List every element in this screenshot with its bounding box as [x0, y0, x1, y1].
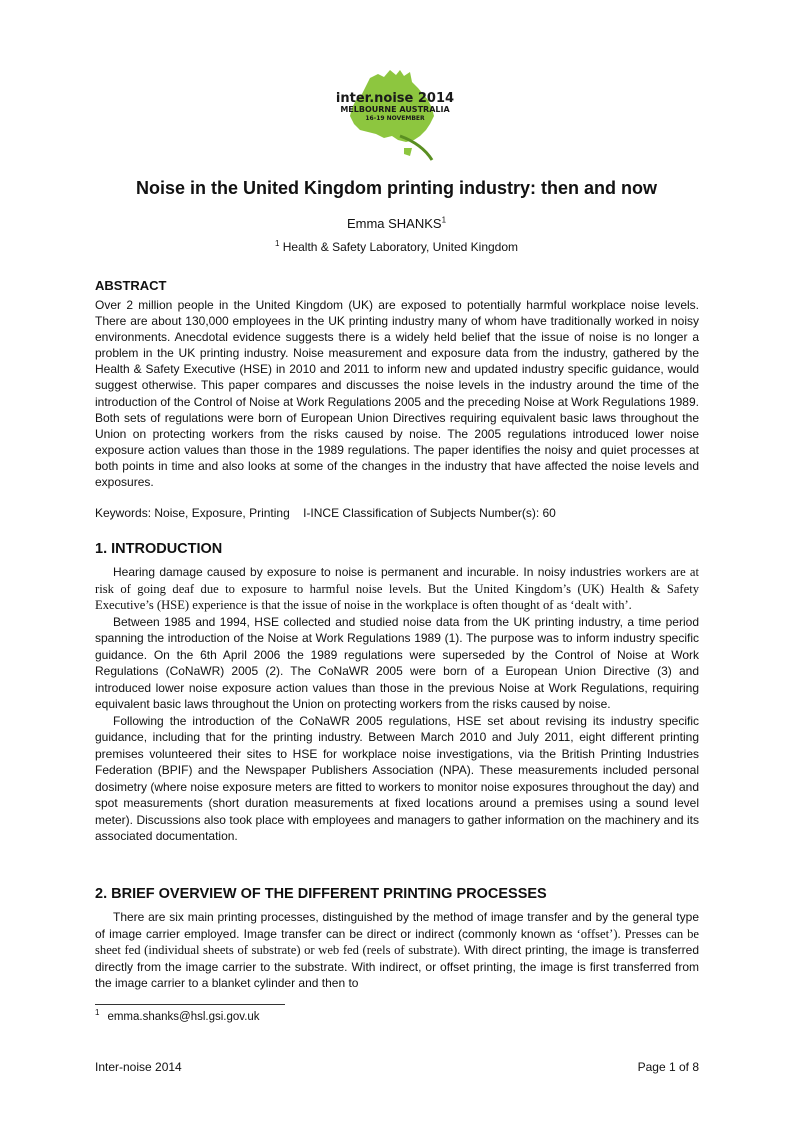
section-2-paragraph-1-part-a: There are six main printing processes, distinguished by the method of image transfer and by the general type of image carrier employed. Image transfer can be direct or indirect (commonly known as	[95, 910, 699, 941]
keywords-line: Keywords: Noise, Exposure, Printing I-INCE Classification of Subjects Number(s): 60	[95, 506, 556, 520]
footnote-mark: 1	[95, 1008, 100, 1018]
author-line	[0, 216, 793, 231]
section-2-paragraph-1	[95, 909, 699, 992]
tasmania-shape	[404, 148, 412, 156]
affiliation-line	[0, 240, 793, 254]
section-1-paragraph-3: Following the introduction of the CoNaWR 2005 regulations, HSE set about revising its industry specific guidance, including that for the printing industry. Between March 2010 and July 2011, eight different printing premises volunteered their sites to HSE for workplace noise investigations, via the British Printing Industries Federation (BPIF) and the Newspaper Publishers Association (NPA). These measurements included personal dosimetry (where noise exposure meters are fitted to workers to monitor noise exposures throughout the day) and spot measurements (short duration measurements at fixed locations around a premises using a sound level meter). Discussions also took place with employees and managers to gather information on the machinery and its associated documentation.	[95, 713, 699, 843]
author-affil-mark: 1	[441, 215, 447, 225]
abstract-text: Over 2 million people in the United Kingdom (UK) are exposed to potentially harmful workplace noise levels. There are about 130,000 employees in the UK printing industry many of whom have traditionally worked in noisy environments. Anecdotal evidence suggests there is a widely held belief that the issue of noise is no longer a problem in the UK printing industry. Noise measurement and exposure data from the industry, gathered by the Health & Safety Executive (HSE) in 2010 and 2011 to inform new and updated industry specific guidance, would suggest otherwise. This paper compares and discusses the noise levels in the industry around the time of the introduction of the Control of Noise at Work Regulations 2005 and the preceding Noise at Work Regulations 1989. Both sets of regulations were born of European Union Directives requiring equivalent basic laws throughout the Union on protecting workers from the risks caused by noise. The 2005 regulations introduced lower noise exposure action values than those in the 1989 regulations. The paper identifies the noisy and quiet processes at both points in time and also looks at some of the changes in the industry that have affected the noise levels and exposures.	[95, 298, 699, 490]
author-name: Emma SHANKS	[346, 216, 442, 231]
footnote	[95, 1008, 260, 1023]
section-2-heading: 2. BRIEF OVERVIEW OF THE DIFFERENT PRINTING PROCESSES	[95, 886, 547, 902]
logo-line-1: inter.noise 2014	[335, 91, 455, 106]
section-2-paragraph-1-part-b: ‘offset’). Presses can be sheet fed (individual sheets of substrate) or web fed (reels of substrate).	[95, 926, 699, 957]
section-2-paragraph-1-part-c: With direct printing, the image is transferred directly from the image carrier to the substrate. With indirect, or offset printing, the image is first transferred from the image carrier to a blanket cylinder and then to	[95, 943, 699, 990]
conference-logo	[330, 64, 460, 170]
section-1-paragraph-1-part-b: workers are at risk of going deaf due to exposure to harmful noise levels. But the United Kingdom’s (UK) Health & Safety Executive’s (HSE) experience is that the issue of noise in the workplace is often thought of as ‘dealt with’.	[95, 565, 699, 612]
affiliation-mark: 1	[274, 239, 280, 248]
section-1-paragraph-1-part-a: Hearing damage caused by exposure to noise is permanent and incurable. In noisy industries	[113, 565, 626, 579]
section-2-body	[95, 909, 699, 992]
paper-title: Noise in the United Kingdom printing industry: then and now	[136, 178, 657, 198]
section-1-body	[95, 564, 699, 845]
abstract-heading: ABSTRACT	[95, 278, 167, 293]
section-1-paragraph-2: Between 1985 and 1994, HSE collected and studied noise data from the UK printing industry, a time period spanning the introduction of the Noise at Work Regulations 1989 (1). The purpose was to inform industry specific guidance. On the 6th April 2006 the 1989 regulations were superseded by the Control of Noise at Work Regulations (CoNaWR) 2005 (2). The CoNaWR 2005 were born of a European Union Directive (3) and introduced lower noise exposure action values than those in the previous Noise at Work Regulations, requiring equivalent basic laws throughout the Union on protecting workers from the risks caused by noise.	[95, 614, 699, 711]
logo-line-3: 16-19 NOVEMBER	[365, 115, 425, 122]
footnote-email-link[interactable]: emma.shanks@hsl.gsi.gov.uk	[107, 1011, 260, 1023]
footnote-divider	[95, 1004, 285, 1005]
footer-conference: Inter-noise 2014	[95, 1060, 182, 1074]
footer-page-number: Page 1 of 8	[637, 1060, 699, 1074]
affiliation-text: Health & Safety Laboratory, United Kingdom	[282, 240, 519, 254]
section-1-paragraph-1	[95, 564, 699, 614]
section-1-heading: 1. INTRODUCTION	[95, 541, 223, 557]
logo-line-2: MELBOURNE AUSTRALIA	[340, 105, 450, 114]
